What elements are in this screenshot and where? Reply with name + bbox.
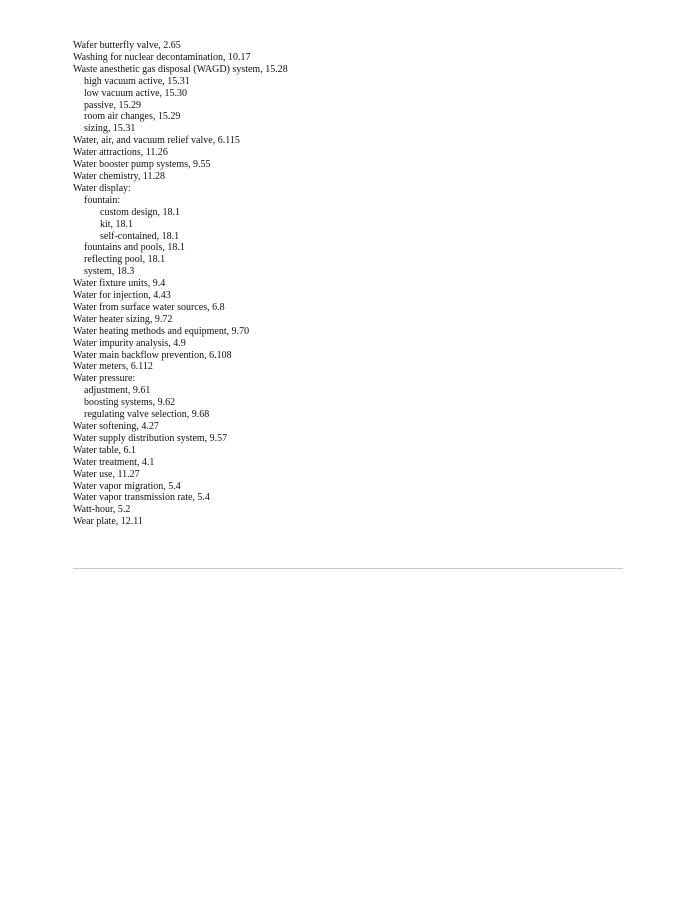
- index-entry: Water from surface water sources, 6.8: [73, 301, 225, 313]
- index-entry: Water main backflow prevention, 6.108: [73, 349, 232, 361]
- index-subentry: fountains and pools, 18.1: [84, 242, 185, 254]
- index-subentry: kit, 18.1: [100, 218, 134, 230]
- index-entry: Water heater sizing, 9.72: [73, 313, 173, 325]
- index-subentry: system, 18.3: [84, 266, 135, 278]
- index-entry: Watt-hour, 5.2: [73, 504, 131, 516]
- index-entry: Washing for nuclear decontamination, 10.17: [73, 51, 251, 63]
- index-subentry: reflecting pool, 18.1: [84, 254, 166, 266]
- index-entry: Water vapor transmission rate, 5.4: [73, 492, 210, 504]
- index-entry: Water treatment, 4.1: [73, 456, 155, 468]
- index-entry: Water use, 11.27: [73, 468, 140, 480]
- index-entry: Water supply distribution system, 9.57: [73, 432, 228, 444]
- index-list: [73, 40, 633, 528]
- index-entry: Water vapor migration, 5.4: [73, 480, 181, 492]
- index-entry: Water softening, 4.27: [73, 421, 159, 432]
- index-entry: Water fixture units, 9.4: [73, 278, 166, 290]
- page-divider: [73, 568, 623, 569]
- index-subentry: high vacuum active, 15.31: [84, 75, 190, 87]
- index-subentry: fountain:: [84, 194, 121, 206]
- index-entry: Water, air, and vacuum relief valve, 6.115: [73, 135, 240, 147]
- index-entry: Water display:: [73, 182, 131, 194]
- index-subentry: passive, 15.29: [84, 99, 141, 111]
- index-subentry: custom design, 18.1: [100, 206, 180, 218]
- index-entry: Water table, 6.1: [73, 444, 137, 456]
- index-entry: Waste anesthetic gas disposal (WAGD) system, 15.28: [73, 63, 288, 75]
- index-entry: Water heating methods and equipment, 9.70: [73, 325, 250, 337]
- index-entry: Water booster pump systems, 9.55: [73, 159, 211, 171]
- index-entry: Wear plate, 12.11: [73, 516, 143, 528]
- index-entry: Water chemistry, 11.28: [73, 170, 166, 182]
- index-entry: Water meters, 6.112: [73, 361, 153, 373]
- index-entry: Water for injection, 4.43: [73, 290, 171, 302]
- index-entry: Water impurity analysis, 4.9: [73, 337, 186, 349]
- index-subentry: room air changes, 15.29: [84, 111, 181, 123]
- index-subentry: adjustment, 9.61: [84, 385, 151, 397]
- index-subentry: self-contained, 18.1: [100, 230, 180, 242]
- index-subentry: boosting systems, 9.62: [84, 397, 176, 409]
- index-subentry: low vacuum active, 15.30: [84, 87, 188, 99]
- index-entry: Water attractions, 11.26: [73, 147, 168, 159]
- index-subentry: sizing, 15.31: [84, 123, 136, 135]
- index-subentry: regulating valve selection, 9.68: [84, 409, 210, 421]
- index-entry: Wafer butterfly valve, 2.65: [73, 40, 181, 51]
- index-entry: Water pressure:: [73, 373, 136, 385]
